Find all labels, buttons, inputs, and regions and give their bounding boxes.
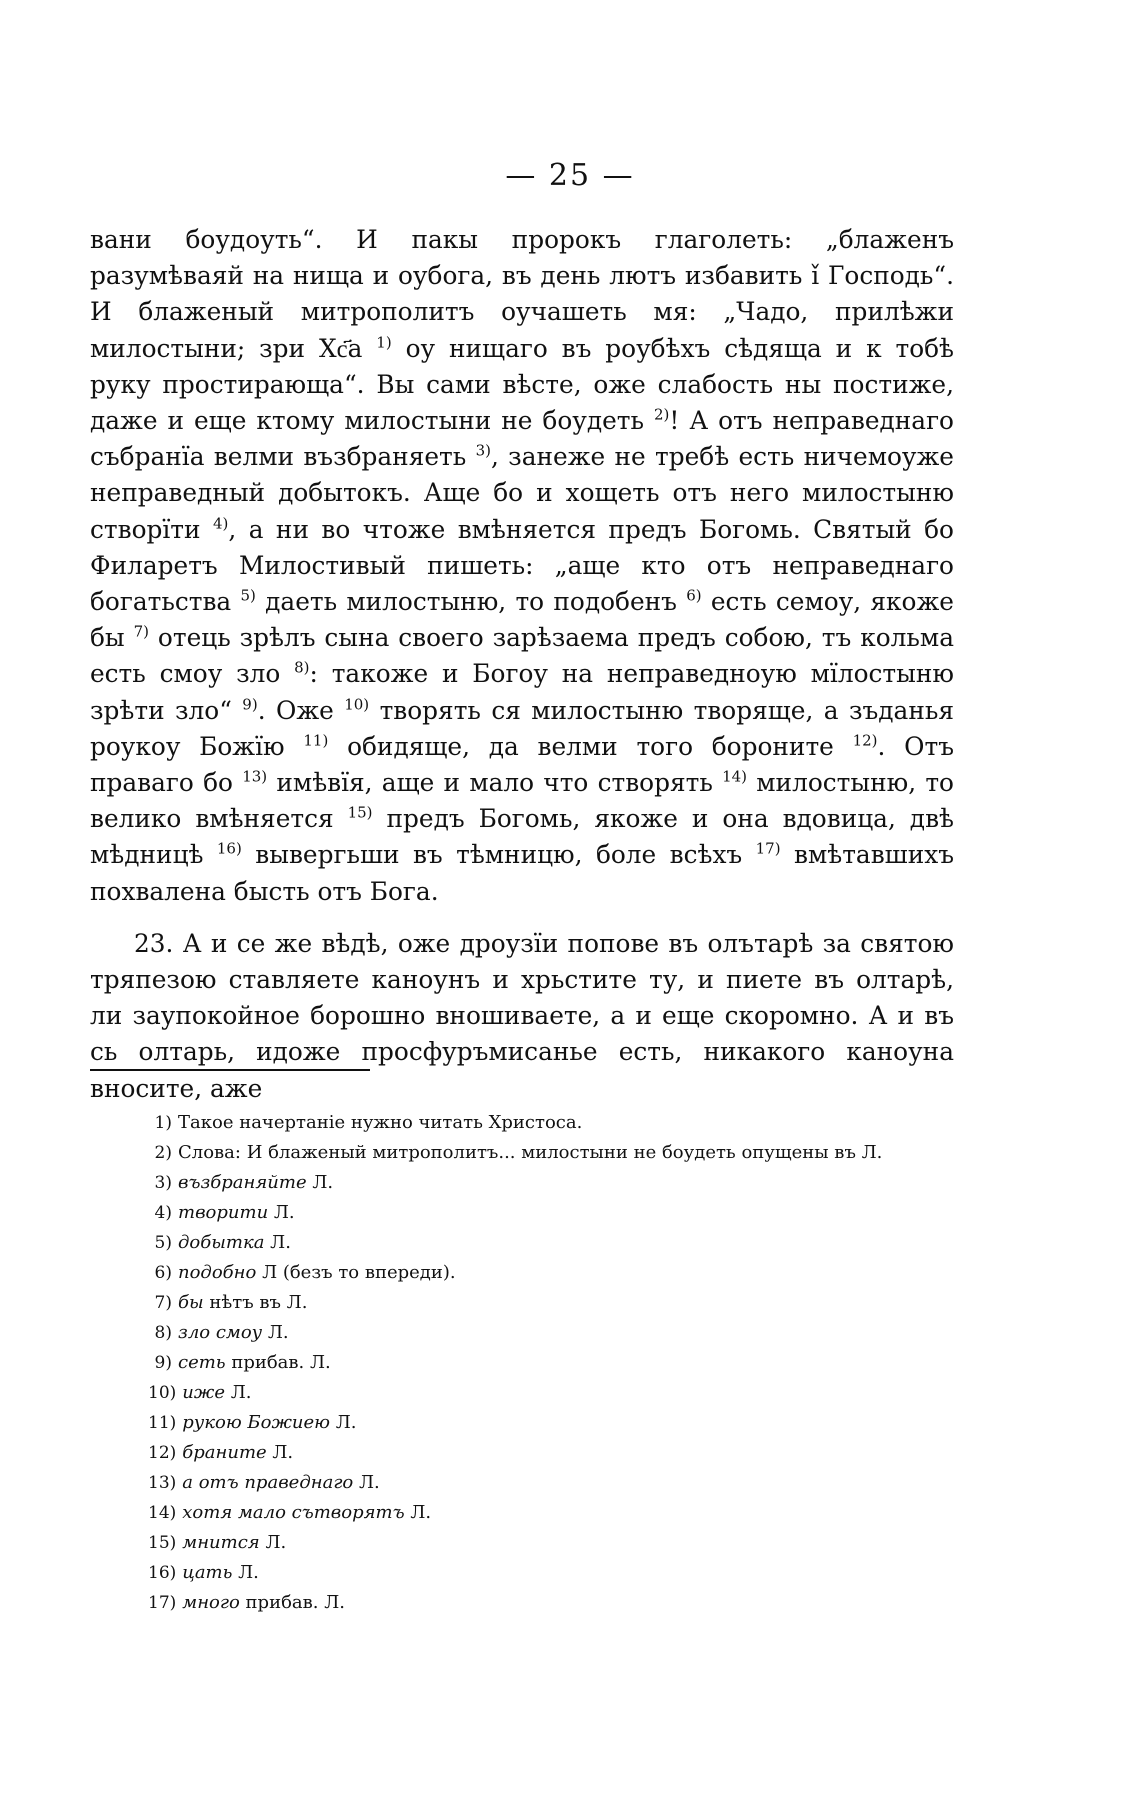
text-segment: . Оже [257, 695, 345, 725]
footnote-reference: 10) [344, 695, 370, 714]
footnote-item [148, 1168, 968, 1198]
footnote-variant: добытка [178, 1232, 265, 1253]
footnote-item [148, 1258, 968, 1288]
footnote-item [148, 1558, 968, 1588]
footnote-item [148, 1318, 968, 1348]
footnote-variant: цать [182, 1562, 233, 1583]
footnote-text: Л. [224, 1382, 252, 1403]
footnote-reference: 3) [475, 441, 491, 460]
paragraph-1 [90, 222, 954, 910]
text-segment: предъ Богомь, якоже и она вдовица, двѣ мѣдницѣ [90, 804, 954, 870]
footnote-reference: 13) [242, 767, 268, 786]
footnote-reference: 17) [755, 840, 781, 859]
page-number: — 25 — [505, 158, 635, 193]
footnote-mark: 17) [148, 1593, 177, 1613]
text-segment: есть семоу, якоже бы [90, 587, 954, 653]
footnote-mark: 16) [148, 1563, 177, 1583]
paragraph-2: 23. А и се же вѣдѣ, оже дроузïи попове въ олътарѣ за святою тряпезою ставляете каноунъ и хрьстите ту, и пиете въ олтарѣ, ли заупокойное борошно вношиваете, а и еще скоромно. А и въ сь олтарь, идоже просфуръмисанье есть, никакого каноуна вносите, аже [90, 928, 954, 1103]
footnote-text: Л. [259, 1532, 287, 1553]
text-segment: вани боудоуть“. И пакы пророкъ глаголеть: „блаженъ разумѣваяй на нища и оубога, въ день лютъ избавить ǐ Господь“. И блаженый митрополитъ оучашеть мя: „Чадо, прилѣжи милостыни; зри Хс҃а [90, 225, 954, 363]
footnote-item [148, 1378, 968, 1408]
footnote-item [148, 1408, 968, 1438]
footnote-variant: подобно [178, 1262, 257, 1283]
text-segment: . Отъ праваго бо [90, 731, 954, 798]
footnote-mark: 7) [154, 1293, 172, 1313]
footnote-reference: 8) [294, 659, 310, 678]
text-segment: творять ся милостыню творяще, а зъданья роукоу Божïю [90, 695, 954, 761]
text-segment: ! А отъ неправеднаго събранïа велми възбраняеть [90, 406, 954, 472]
footnote-variant: мнится [182, 1532, 260, 1553]
footnote-item [148, 1228, 968, 1258]
main-text [90, 222, 954, 1107]
footnote-variant: творити [178, 1202, 269, 1223]
footnote-mark: 3) [154, 1173, 172, 1193]
footnote-mark: 5) [154, 1233, 172, 1253]
text-segment: даеть милостыню, то подобенъ [255, 587, 687, 617]
footnote-variant: зло смоу [178, 1322, 263, 1343]
footnote-text: Л. [353, 1472, 380, 1493]
footnote-text: нѣтъ въ Л. [203, 1292, 308, 1313]
footnote-item [148, 1468, 968, 1498]
footnote-reference: 9) [242, 695, 258, 714]
footnote-divider [90, 1069, 370, 1071]
footnote-variant: а отъ праведнаго [182, 1472, 354, 1493]
footnote-reference: 11) [303, 731, 329, 750]
text-segment: : такоже и Богоу на неправедноую мïлостыню зрѣти зло“ [90, 659, 955, 725]
footnote-item [148, 1198, 968, 1228]
footnote-reference: 14) [722, 767, 748, 786]
footnote-variant: бы [178, 1292, 204, 1313]
footnote-variant: много [182, 1592, 240, 1613]
footnote-item [148, 1438, 968, 1468]
footnote-variant: сеть [178, 1352, 226, 1373]
text-segment: вывергьши въ тѣмницю, боле всѣхъ [241, 840, 756, 870]
footnote-reference: 15) [347, 803, 373, 822]
footnote-text: Л. [264, 1232, 291, 1253]
footnotes-list [148, 1108, 968, 1618]
footnote-variant: хотя мало сътворятъ [182, 1502, 405, 1523]
footnote-mark: 12) [148, 1443, 177, 1463]
footnote-text: Л. [232, 1562, 259, 1583]
footnote-text: Л. [268, 1202, 295, 1223]
text-segment: , занеже не требѣ есть ничемоуже неправедный добытокъ. Аще бо и хощеть отъ него милостыню створïти [90, 442, 954, 544]
footnote-mark: 2) [154, 1143, 172, 1163]
footnote-text: Л. [262, 1322, 289, 1343]
footnote-text: Л (безъ то впереди). [256, 1262, 456, 1283]
footnote-reference: 16) [216, 840, 242, 859]
footnote-mark: 10) [148, 1383, 177, 1403]
footnote-item [148, 1498, 968, 1528]
footnote-mark: 13) [148, 1473, 177, 1493]
footnote-mark: 4) [154, 1203, 172, 1223]
footnote-text: Слова: И блаженый митрополитъ... милостыни не боудеть опущены въ Л. [178, 1142, 883, 1163]
footnote-text: Л. [306, 1172, 334, 1193]
footnote-item [148, 1108, 968, 1138]
footnote-variant: възбраняйте [178, 1172, 307, 1193]
footnote-reference: 7) [133, 622, 149, 641]
footnote-mark: 1) [154, 1113, 172, 1133]
text-segment: имѣвïя, аще и мало что створять [267, 768, 723, 798]
footnote-variant: браните [182, 1442, 267, 1463]
text-segment: обидяще, да велми того бороните [328, 731, 853, 761]
footnote-mark: 14) [148, 1503, 177, 1523]
footnote-mark: 8) [154, 1323, 172, 1343]
footnote-item [148, 1588, 968, 1618]
text-segment: оу нищаго въ роубѣхъ сѣдяща и к тобѣ руку простирающа“. Вы сами вѣсте, оже слабость ны постиже, даже и еще ктому милостыни не боудеть [90, 333, 955, 436]
footnote-item [148, 1288, 968, 1318]
text-segment: милостыню, то велико вмѣняется [90, 768, 954, 834]
footnote-variant: рукою Божиею [182, 1412, 331, 1433]
footnote-item [148, 1138, 968, 1168]
footnote-text: Такое начертанiе нужно читать Христоса. [178, 1112, 583, 1133]
text-segment: , а ни во чтоже вмѣняется предъ Богомь. Святый бо Филаретъ Милостивый пишеть: „аще кто отъ неправеднаго богатьства [90, 514, 954, 617]
text-segment: вмѣтавшихъ похвалена бысть отъ Бога. [90, 840, 954, 906]
footnote-reference: 2) [653, 405, 670, 424]
footnote-reference: 12) [852, 731, 878, 750]
footnote-mark: 9) [154, 1353, 172, 1373]
footnote-text: Л. [266, 1442, 294, 1463]
footnote-mark: 6) [154, 1263, 172, 1283]
footnote-reference: 4) [212, 514, 229, 533]
footnote-text: прибав. Л. [239, 1592, 345, 1613]
footnote-item [148, 1348, 968, 1378]
footnote-mark: 11) [148, 1413, 177, 1433]
footnote-text: прибав. Л. [225, 1352, 331, 1373]
footnote-reference: 6) [686, 586, 702, 605]
footnote-item [148, 1528, 968, 1558]
footnote-reference: 5) [240, 586, 256, 605]
footnote-mark: 15) [148, 1533, 177, 1553]
footnote-text: Л. [404, 1502, 432, 1523]
text-segment: отець зрѣлъ сына своего зарѣзаема предъ собою, тъ кольма есть смоу зло [90, 623, 954, 689]
footnote-text: Л. [330, 1412, 357, 1433]
footnote-variant: иже [182, 1382, 225, 1403]
footnote-reference: 1) [376, 333, 392, 352]
